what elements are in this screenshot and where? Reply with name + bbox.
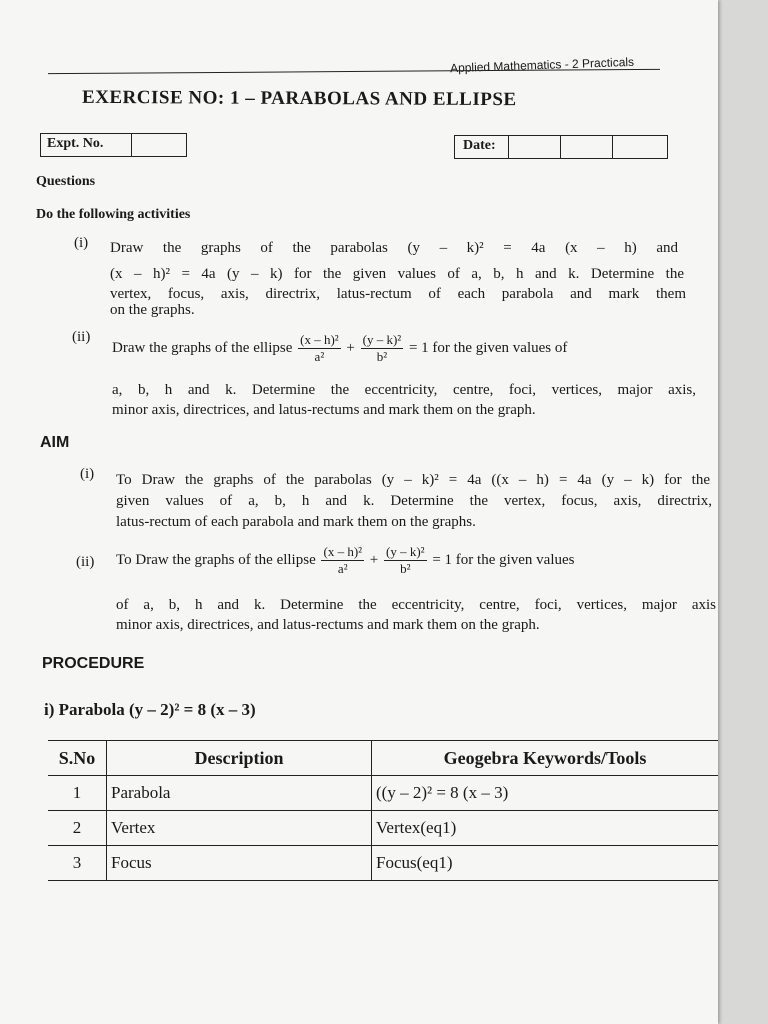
aim-heading: AIM	[40, 434, 70, 451]
expt-no-box	[40, 133, 187, 157]
q2-line-3: minor axis, directrices, and latus-rectums and mark them on the graph.	[112, 402, 536, 418]
q2-line-2: a, b, h and k. Determine the eccentricity, centre, foci, vertices, major axis,	[112, 382, 696, 398]
row-description: Parabola	[107, 776, 372, 811]
table-row	[48, 776, 718, 811]
date-label: Date:	[463, 138, 496, 153]
expt-no-label: Expt. No.	[47, 136, 104, 151]
q2-fraction-x	[298, 332, 341, 365]
table-row	[48, 811, 718, 846]
aim-2-line-3: minor axis, directrices, and latus-rectums and mark them on the graph.	[116, 617, 540, 633]
date-field-1	[508, 136, 561, 158]
procedure-subheading: i) Parabola (y – 2)² = 8 (x – 3)	[44, 700, 256, 719]
q2-number: (ii)	[72, 329, 91, 345]
aim-2-fraction-x	[321, 544, 364, 577]
aim-2-number: (ii)	[76, 554, 95, 570]
table-row	[48, 846, 718, 881]
running-head: Applied Mathematics - 2 Practicals	[449, 54, 635, 76]
date-box	[454, 135, 668, 159]
row-tool: ((y – 2)² = 8 (x – 3)	[372, 776, 719, 811]
aim-2-line-1	[116, 544, 575, 577]
q1-line-4: on the graphs.	[110, 302, 195, 318]
procedure-heading: PROCEDURE	[42, 655, 145, 672]
aim-2-frac-y-den: b²	[400, 561, 411, 576]
aim-1-line-3: latus-rectum of each parabola and mark them on the graphs.	[116, 514, 476, 530]
q1-line-3: vertex, focus, axis, directrix, latus-rectum of each parabola and mark them	[110, 286, 686, 302]
q2-text-post: = 1 for the given values of	[408, 339, 568, 356]
q2-plus: +	[346, 339, 355, 356]
q1-line-2: (x – h)² = 4a (y – k) for the given values of a, b, h and k. Determine the	[110, 266, 684, 282]
row-sno: 1	[48, 776, 107, 811]
aim-1-line-1: To Draw the graphs of the parabolas (y – k)² = 4a ((x – h) = 4a (y – k) for the	[116, 472, 710, 488]
row-description: Focus	[107, 846, 372, 881]
aim-1-line-2: given values of a, b, h and k. Determine the vertex, focus, axis, directrix,	[116, 493, 712, 509]
q1-line-1: Draw the graphs of the parabolas (y – k)² = 4a (x – h) and	[110, 240, 678, 256]
q2-frac-x-num: (x – h)²	[300, 332, 339, 347]
aim-2-text-pre: To Draw the graphs of the ellipse	[116, 551, 316, 568]
aim-1-number: (i)	[80, 466, 95, 482]
aim-2-text-post: = 1 for the given values	[432, 551, 575, 568]
questions-subheading: Do the following activities	[36, 207, 191, 222]
aim-2-frac-y-num: (y – k)²	[386, 544, 425, 559]
q2-frac-y-num: (y – k)²	[362, 332, 402, 347]
row-tool: Vertex(eq1)	[372, 811, 719, 846]
q2-text-pre: Draw the graphs of the ellipse	[112, 339, 293, 356]
questions-heading: Questions	[36, 174, 96, 189]
q2-frac-x-den: a²	[314, 349, 325, 364]
row-sno: 3	[48, 846, 107, 881]
q2-line-1	[112, 332, 567, 365]
q1-number: (i)	[74, 235, 89, 251]
header-sno: S.No	[48, 741, 107, 776]
date-field-3	[612, 136, 667, 158]
q2-fraction-y	[361, 332, 404, 365]
aim-2-frac-x-den: a²	[337, 561, 348, 576]
row-description: Vertex	[107, 811, 372, 846]
page-title: EXERCISE NO: 1 – PARABOLAS AND ELLIPSE	[81, 86, 517, 111]
row-tool: Focus(eq1)	[372, 846, 719, 881]
header-rule	[48, 69, 660, 74]
aim-2-line-2: of a, b, h and k. Determine the eccentricity, centre, foci, vertices, major axis	[116, 597, 716, 613]
geogebra-table	[48, 740, 718, 881]
q2-frac-y-den: b²	[376, 349, 388, 364]
table-header-row	[48, 741, 718, 776]
aim-2-fraction-y	[384, 544, 427, 577]
row-sno: 2	[48, 811, 107, 846]
aim-2-plus: +	[369, 551, 379, 568]
header-geogebra-tools: Geogebra Keywords/Tools	[372, 741, 719, 776]
aim-2-frac-x-num: (x – h)²	[323, 544, 363, 559]
date-field-2	[560, 136, 613, 158]
expt-no-field	[131, 134, 186, 156]
header-description: Description	[107, 741, 372, 776]
